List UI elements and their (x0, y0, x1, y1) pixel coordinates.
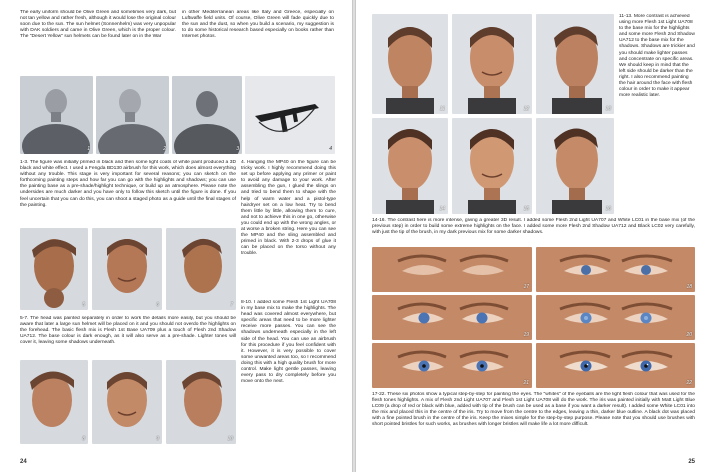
photo-11 (372, 14, 448, 114)
photo-7 (166, 228, 236, 310)
photo-15 (452, 118, 532, 214)
photo-number: 14 (439, 206, 445, 212)
intro-text-col1: The early uniform should be Olive Green and sometimes very dark, but not tan yellow and rather fresh, although it would lose the original colour soon due to the sun. The sun helmet (Sonnenhelm) was very unpopular with DAK soldiers and came in Olive Green, which is the proper colour. The "Desert Yellow" sun helmets can be found later on in the War (20, 10, 176, 40)
photo-number: 6 (156, 302, 159, 308)
photo-number: 8 (82, 436, 85, 442)
photo-number: 16 (605, 206, 611, 212)
caption-14-16: 14-16. The contrast here is more intense, giving a greater 3D result. I added some Flesh 2nd Light UA707 and White LC01 in the base mix (of the previous step) in order to build some extreme highlights on the face. I added some more Flesh 2nd Shadow UA712 and Black LC02 very carefully, with just the tip of the brush, in my dark previous mix for some darker shadows. (372, 218, 695, 236)
caption-4: 4. Hanging the MP40 on the figure can be tricky work. I highly recommend doing this set up before applying any primer or paint to avoid any damage to your work. After assembling the gun, I glued the slings on and tried to bend them to shape with the help of warm water and a pistol-type hairdryer set on a low heat. Try to bend them little by little, allowing them to cure, and not to achieve this in one go, otherwise you could end up with the wrong angles, or at worse a broken string. Here you can see the MP40 and the sling assembled and primed in black. With 2-3 drops of glue it can be placed on the torso without any trouble. (241, 160, 336, 257)
photo-number: 11 (439, 106, 445, 112)
photo-number: 17 (523, 284, 529, 290)
page-number-left: 24 (20, 459, 27, 465)
intro-text-col2: in other Mediterranean areas like Italy and Greece, especially on Luftwaffe field units. Of course, Olive Green will fade quickly due to the sun and the dust, so when you build a scenario, my suggestion is to do some historical research based especially on books rather than Internet photos. (182, 10, 334, 40)
photo-8 (20, 360, 88, 444)
photo-number: 12 (523, 106, 529, 112)
photo-19 (372, 295, 532, 340)
right-page (356, 0, 709, 472)
photo-number: 20 (686, 332, 692, 338)
photo-18 (536, 247, 695, 292)
photo-4 (245, 76, 335, 154)
caption-17-22: 17-22. These six photos show a typical step-by-step for painting the eyes. The "whites" of the eyeballs are the light flesh colour that was used for the flesh tones highlights. A mix of Flesh 2nd Light UA707 and Flesh 1st Light UA708 will do the work. The iris was painted initially with Matt Light Blue LC09 (a drop of red or black with blue, added with tip of the brush can be used as a base if you want a darker result). I added some White LC01 into the mix and placed this in the centre of the iris. Try to move from the centre to the edges, leaving a thin, darker blue outline. A black dot was placed with a fine pointed brush in the centre of the iris. Keep the mixes simple for the step-by-step purpose. Please note that you should use brushes with short pointed bristles for such works, as brushes with longer bristles will make life a lot more difficult. (372, 392, 695, 428)
photo-number: 21 (523, 380, 529, 386)
photo-21 (372, 343, 532, 388)
photo-number: 15 (523, 206, 529, 212)
caption-11-13: 11-13. More contrast is achieved using more Flesh 1st Light UA708 to the base mix for the highlights and some more Flesh 2nd Shadow UA712 to the base mix for the shadows. Shadows are trickier and you should make lighter passes and concentrate on specific areas. We should keep in mind that the left side should be darker than the right. I also recommend painting the hair around the face with flesh colour in order to make it appear more realistic later. (619, 14, 695, 99)
photo-14 (372, 118, 448, 214)
photo-10 (166, 360, 236, 444)
photo-number: 2 (163, 146, 166, 152)
photo-6 (92, 228, 162, 310)
photo-number: 5 (82, 302, 85, 308)
photo-number: 10 (227, 436, 233, 442)
photo-number: 18 (686, 284, 692, 290)
photo-12 (452, 14, 532, 114)
caption-1-3: 1-3. The figure was initially primed in black and then some light coats of white paint produced a 3D black and white effect. I used a Fengda BD130 airbrush for this work, which does almost everything without any trouble. This stage is very important for several reasons; you can sketch on the forthcoming painting steps and how far you can go with the highlights and shadows; you can use the painting base as a pre-shade/highlight technique, or build up an atmosphere. Please note the undersides are much darker and you have only to follow this sketch until the figure is done. If you feel uncertain that you can do this, you can shoot a staged photo as a guide until the final stages of the painting. (20, 160, 236, 208)
photo-20 (536, 295, 695, 340)
photo-9 (92, 360, 162, 444)
photo-number: 7 (230, 302, 233, 308)
page-number-right: 25 (688, 459, 695, 465)
photo-number: 1 (87, 146, 90, 152)
photo-number: 19 (523, 332, 529, 338)
photo-2 (96, 76, 169, 154)
photo-number: 4 (329, 146, 332, 152)
photo-16 (536, 118, 614, 214)
caption-8-10: 8-10. I added some Flesh 1st Light UA708 in my base mix to make the highlights. The head was covered almost everywhere, but specific areas that need to be more lighter receive more passes. You can see the shadows underneath especially in the left side of the head. You can use an airbrush for this procedure if you feel confident with it. However, it is very possible to cover some unwanted areas too, so I recommend doing this with a high quality brush for more control. Make light gentle passes, leaving every pass to dry completely before you move onto the next. (241, 300, 336, 385)
photo-3 (172, 76, 242, 154)
photo-number: 3 (236, 146, 239, 152)
photo-22 (536, 343, 695, 388)
caption-5-7: 5-7. The head was painted separately in order to work the details more easily, but you should be aware that later a large sun helmet will be placed on it and you should not overdo the highlights on the forehead. The basic flesh mix is Flesh 1st Base UA709 plus a touch of Flesh 2nd Shadow UA712. The base colour is dark enough, as it will also serve as a pre-shade. Lighter tones will cover it, leaving some shadows underneath. (20, 316, 236, 346)
photo-number: 13 (605, 106, 611, 112)
photo-5 (20, 228, 88, 310)
photo-number: 9 (156, 436, 159, 442)
photo-1 (20, 76, 93, 154)
photo-13 (536, 14, 614, 114)
photo-17 (372, 247, 532, 292)
left-page (0, 0, 352, 472)
photo-number: 22 (686, 380, 692, 386)
